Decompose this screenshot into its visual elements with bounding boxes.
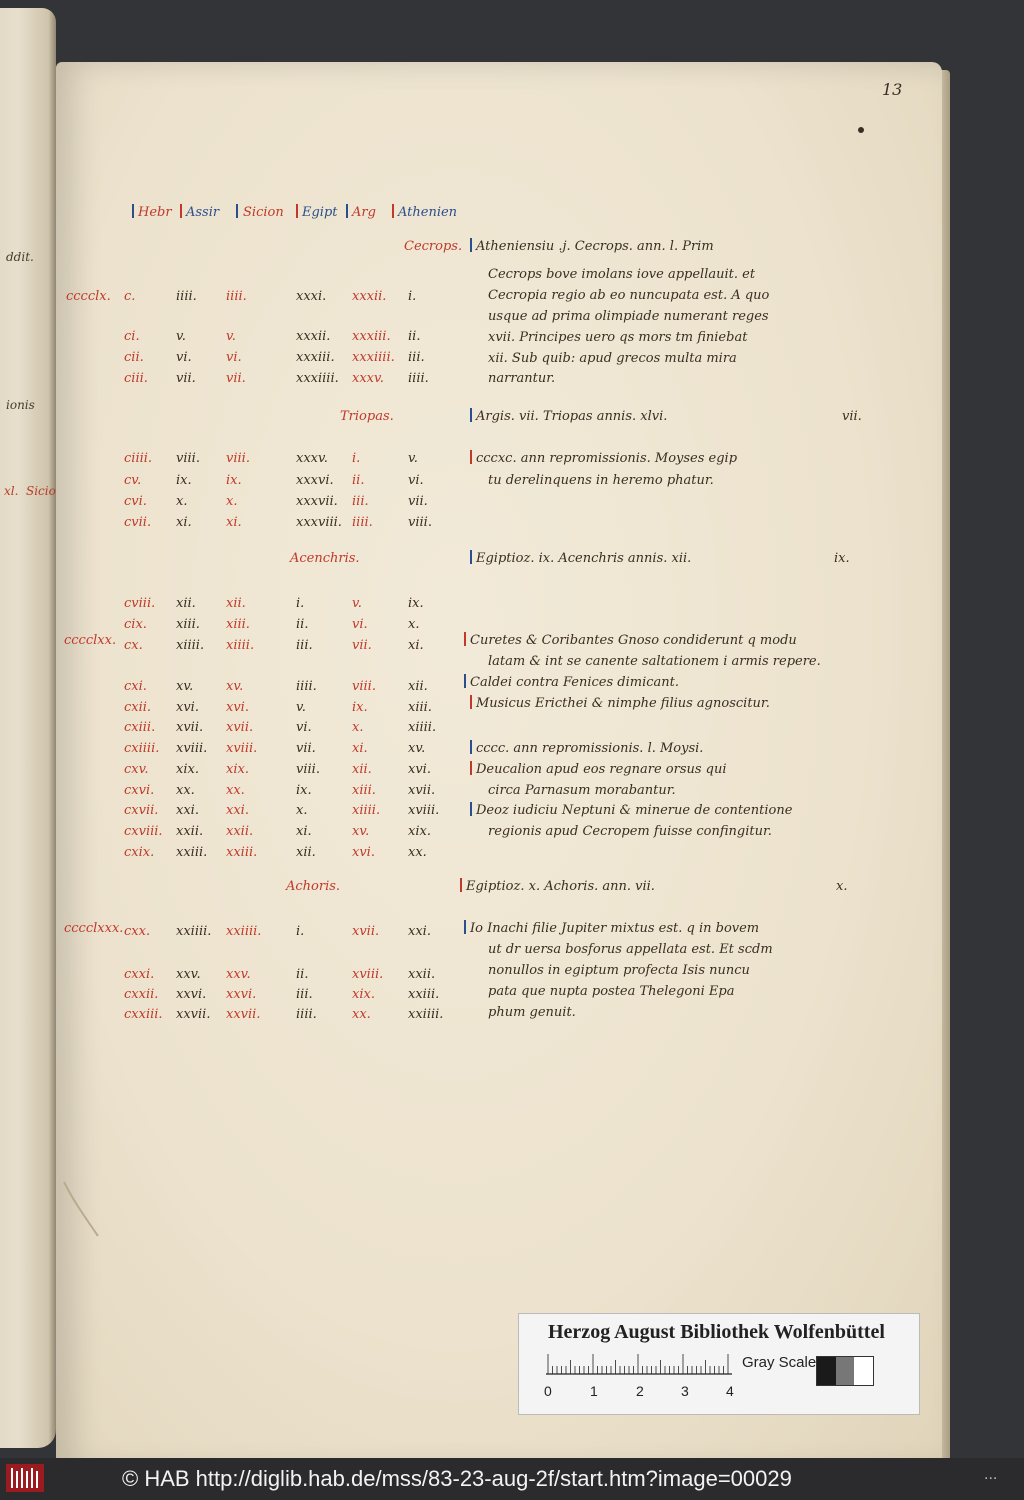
note-line: narrantur.: [488, 371, 556, 386]
table-cell: x.: [176, 494, 188, 509]
table-cell: vii.: [226, 371, 246, 386]
table-cell: i.: [296, 596, 305, 611]
note-line: Cecropia regio ab eo nuncupata est. A quo: [488, 288, 770, 303]
table-cell: iiii.: [176, 289, 197, 304]
rubric-mark: [470, 761, 472, 775]
table-cell: xxxv.: [352, 371, 384, 386]
table-cell: xxv.: [226, 967, 251, 982]
note-line: Egiptioz. ix. Acenchris annis. xii.: [476, 551, 692, 566]
table-cell: xvi.: [176, 700, 199, 715]
note-line: usque ad prima olimpiade numerant reges: [488, 309, 769, 324]
table-cell: xxxvi.: [296, 473, 334, 488]
scale-number: 0: [544, 1383, 552, 1399]
table-cell: xii.: [226, 596, 246, 611]
hab-logo-icon: [6, 1464, 44, 1492]
table-cell: ix.: [352, 700, 368, 715]
left-page-edge: [0, 8, 56, 1448]
column-marker: [296, 204, 298, 218]
table-cell: i.: [296, 924, 305, 939]
table-cell: ciiii.: [124, 451, 153, 466]
table-cell: xxxii.: [352, 289, 387, 304]
note-line: nonullos in egiptum profecta Isis nuncu: [488, 963, 750, 978]
table-cell: xx.: [408, 845, 427, 860]
table-cell: cxxi.: [124, 967, 155, 982]
column-header: Athenien: [398, 205, 458, 220]
right-margin-numeral: vii.: [842, 409, 862, 424]
table-cell: xxiii.: [408, 987, 440, 1002]
gray-scale-swatch: [816, 1356, 874, 1386]
table-cell: vii.: [352, 638, 372, 653]
table-cell: xxxvii.: [296, 494, 338, 509]
table-cell: ciii.: [124, 371, 148, 386]
table-cell: cxx.: [124, 924, 151, 939]
table-cell: ix.: [408, 596, 424, 611]
table-cell: xix.: [408, 824, 431, 839]
note-line: Egiptioz. x. Achoris. ann. vii.: [466, 879, 655, 894]
column-header: Hebr: [138, 205, 172, 220]
table-cell: cxii.: [124, 700, 152, 715]
column-marker: [236, 204, 238, 218]
table-cell: viii.: [226, 451, 250, 466]
table-cell: ci.: [124, 329, 140, 344]
table-cell: xxxiiii.: [352, 350, 395, 365]
table-cell: xiiii.: [352, 803, 381, 818]
scale-number: 3: [681, 1383, 689, 1399]
scale-number: 1: [590, 1383, 598, 1399]
note-line: Deucalion apud eos regnare orsus qui: [476, 762, 727, 777]
table-cell: ii.: [408, 329, 421, 344]
left-margin-text: ddit.: [6, 250, 34, 264]
rubric-mark: [470, 450, 472, 464]
table-cell: xxvii.: [176, 1007, 211, 1022]
note-line: pata que nupta postea Thelegoni Epa: [488, 984, 735, 999]
note-line: Musicus Ericthei & nimphe filius agnoscitur.: [476, 696, 770, 711]
table-cell: iiii.: [352, 515, 373, 530]
table-cell: cxvi.: [124, 783, 155, 798]
note-line: ut dr uersa bosforus appellata est. Et scdm: [488, 942, 773, 957]
table-cell: cxi.: [124, 679, 147, 694]
table-cell: cviii.: [124, 596, 156, 611]
table-cell: xi.: [352, 741, 368, 756]
rubric-mark: [470, 740, 472, 754]
table-cell: v.: [408, 451, 418, 466]
table-cell: v.: [296, 700, 306, 715]
table-cell: v.: [226, 329, 236, 344]
table-cell: ix.: [176, 473, 192, 488]
right-margin-numeral: ix.: [834, 551, 850, 566]
scale-number: 4: [726, 1383, 734, 1399]
table-cell: cxiii.: [124, 720, 156, 735]
table-cell: vi.: [176, 350, 192, 365]
rubric-mark: [470, 550, 472, 564]
table-cell: xxii.: [176, 824, 204, 839]
table-cell: xviii.: [176, 741, 208, 756]
table-cell: iiii.: [296, 1007, 317, 1022]
note-line: xii. Sub quib: apud grecos multa mira: [488, 351, 737, 366]
more-options-icon[interactable]: ...: [984, 1466, 998, 1483]
table-cell: xii.: [408, 679, 428, 694]
note-line: Deoz iudiciu Neptuni & minerue de contentione: [476, 803, 793, 818]
table-cell: xxvi.: [176, 987, 207, 1002]
note-line: Atheniensiu .j. Cecrops. ann. l. Prim: [476, 239, 714, 254]
table-cell: viii.: [176, 451, 200, 466]
table-cell: x.: [296, 803, 308, 818]
table-cell: x.: [352, 720, 364, 735]
table-cell: cix.: [124, 617, 147, 632]
table-cell: xvi.: [352, 845, 375, 860]
table-cell: xv.: [226, 679, 244, 694]
table-cell: xviii.: [226, 741, 258, 756]
table-cell: xv.: [408, 741, 426, 756]
ink-dot: [858, 127, 864, 133]
table-cell: cxxii.: [124, 987, 159, 1002]
king-heading: Achoris.: [286, 879, 341, 894]
library-name: Herzog August Bibliothek Wolfenbüttel: [548, 1321, 885, 1343]
table-cell: cxviii.: [124, 824, 163, 839]
column-marker: [180, 204, 182, 218]
table-cell: viii.: [408, 515, 432, 530]
table-cell: xxiii.: [226, 845, 258, 860]
table-cell: iii.: [408, 350, 425, 365]
table-cell: xix.: [176, 762, 199, 777]
table-cell: xii.: [176, 596, 196, 611]
table-cell: xvii.: [176, 720, 204, 735]
table-cell: vi.: [352, 617, 368, 632]
table-cell: vii.: [296, 741, 316, 756]
table-cell: cx.: [124, 638, 143, 653]
note-line: cccc. ann repromissionis. l. Moysi.: [476, 741, 704, 756]
table-cell: vii.: [408, 494, 428, 509]
rubric-mark: [470, 695, 472, 709]
table-cell: xv.: [352, 824, 370, 839]
table-cell: xvii.: [352, 924, 380, 939]
note-line: Curetes & Coribantes Gnoso condiderunt q modu: [470, 633, 797, 648]
left-margin-text: ionis: [6, 398, 35, 412]
rubric-mark: [464, 632, 466, 646]
rubric-mark: [470, 802, 472, 816]
table-cell: v.: [352, 596, 362, 611]
table-cell: cxxiii.: [124, 1007, 163, 1022]
table-cell: xxxiii.: [352, 329, 391, 344]
table-cell: iii.: [352, 494, 369, 509]
table-cell: xi.: [226, 515, 242, 530]
table-cell: ii.: [352, 473, 365, 488]
table-cell: xxi.: [408, 924, 431, 939]
table-cell: xxiiii.: [226, 924, 262, 939]
king-heading: Acenchris.: [290, 551, 360, 566]
table-cell: xx.: [352, 1007, 371, 1022]
table-cell: cxv.: [124, 762, 149, 777]
olympiad-marker: cccclx.: [66, 289, 111, 304]
table-cell: cxix.: [124, 845, 155, 860]
table-cell: c.: [124, 289, 136, 304]
table-cell: xii.: [296, 845, 316, 860]
column-header: Egipt: [302, 205, 338, 220]
table-cell: ix.: [296, 783, 312, 798]
table-cell: xiiii.: [226, 638, 255, 653]
olympiad-marker: cccclxxx.: [64, 921, 124, 936]
table-cell: cvi.: [124, 494, 147, 509]
note-line: regionis apud Cecropem fuisse confingitur.: [488, 824, 772, 839]
king-heading: Triopas.: [340, 409, 394, 424]
note-line: tu derelinquens in heremo phatur.: [488, 473, 714, 488]
table-cell: xxxi.: [296, 289, 327, 304]
rubric-mark: [464, 674, 466, 688]
scale-ruler: [546, 1352, 736, 1376]
note-line: Cecrops bove imolans iove appellauit. et: [488, 267, 756, 282]
rubric-mark: [470, 238, 472, 252]
table-cell: viii.: [296, 762, 320, 777]
table-cell: xvii.: [226, 720, 254, 735]
table-cell: xi.: [408, 638, 424, 653]
table-cell: xi.: [176, 515, 192, 530]
table-cell: vii.: [176, 371, 196, 386]
note-line: Io Inachi filie Jupiter mixtus est. q in bovem: [470, 921, 760, 936]
table-cell: xiii.: [226, 617, 250, 632]
table-cell: xix.: [352, 987, 375, 1002]
note-line: latam & int se canente saltationem i armis repere.: [488, 654, 821, 669]
table-cell: xiiii.: [176, 638, 205, 653]
table-cell: xxiiii.: [408, 1007, 444, 1022]
table-cell: xix.: [226, 762, 249, 777]
olympiad-marker: cccclxx.: [64, 633, 117, 648]
table-cell: xxii.: [408, 967, 436, 982]
table-cell: vi.: [226, 350, 242, 365]
copyright-url[interactable]: © HAB http://diglib.hab.de/mss/83-23-aug-2f/start.htm?image=00029: [122, 1466, 792, 1491]
table-cell: xxxii.: [296, 329, 331, 344]
king-heading: Cecrops.: [404, 239, 463, 254]
binding-thread: [62, 1180, 102, 1240]
table-cell: xiii.: [408, 700, 432, 715]
left-margin-text: Sicio: [26, 484, 56, 498]
table-cell: viii.: [352, 679, 376, 694]
column-header: Assir: [186, 205, 220, 220]
table-cell: xv.: [176, 679, 194, 694]
column-marker: [132, 204, 134, 218]
table-cell: cvii.: [124, 515, 152, 530]
table-cell: xxi.: [176, 803, 199, 818]
table-cell: v.: [176, 329, 186, 344]
table-cell: xvi.: [408, 762, 431, 777]
table-cell: cv.: [124, 473, 142, 488]
table-cell: xii.: [352, 762, 372, 777]
rubric-mark: [464, 920, 466, 934]
table-cell: cxvii.: [124, 803, 159, 818]
table-cell: xxvii.: [226, 1007, 261, 1022]
table-cell: x.: [226, 494, 238, 509]
gray-scale-label: Gray Scale: [742, 1354, 817, 1371]
table-cell: xxv.: [176, 967, 201, 982]
table-cell: xi.: [296, 824, 312, 839]
column-marker: [346, 204, 348, 218]
table-cell: vi.: [296, 720, 312, 735]
right-margin-numeral: x.: [836, 879, 848, 894]
table-cell: xiii.: [352, 783, 376, 798]
table-cell: iiii.: [408, 371, 429, 386]
table-cell: ii.: [296, 617, 309, 632]
table-cell: iii.: [296, 638, 313, 653]
table-cell: cxiiii.: [124, 741, 160, 756]
table-cell: xxxv.: [296, 451, 328, 466]
table-cell: xiii.: [176, 617, 200, 632]
table-cell: cii.: [124, 350, 144, 365]
scale-number: 2: [636, 1383, 644, 1399]
table-cell: xxvi.: [226, 987, 257, 1002]
table-cell: iii.: [296, 987, 313, 1002]
table-cell: xxiiii.: [176, 924, 212, 939]
table-cell: x.: [408, 617, 420, 632]
table-cell: xvi.: [226, 700, 249, 715]
rubric-mark: [460, 878, 462, 892]
column-header: Arg: [352, 205, 376, 220]
table-cell: xx.: [176, 783, 195, 798]
column-header: Sicion: [243, 205, 284, 220]
table-cell: ix.: [226, 473, 242, 488]
table-cell: xxii.: [226, 824, 254, 839]
note-line: circa Parnasum morabantur.: [488, 783, 676, 798]
table-cell: i.: [352, 451, 361, 466]
rubric-mark: [470, 408, 472, 422]
table-cell: vi.: [408, 473, 424, 488]
table-cell: xvii.: [408, 783, 436, 798]
table-cell: ii.: [296, 967, 309, 982]
table-cell: iiii.: [226, 289, 247, 304]
note-line: Argis. vii. Triopas annis. xlvi.: [476, 409, 668, 424]
note-line: cccxc. ann repromissionis. Moyses egip: [476, 451, 738, 466]
table-cell: i.: [408, 289, 417, 304]
note-line: Caldei contra Fenices dimicant.: [470, 675, 679, 690]
table-cell: xx.: [226, 783, 245, 798]
table-cell: xxxviii.: [296, 515, 342, 530]
table-cell: xviii.: [408, 803, 440, 818]
left-margin-text: xl.: [4, 484, 19, 498]
table-cell: xviii.: [352, 967, 384, 982]
table-cell: xxxiii.: [296, 350, 335, 365]
table-cell: xxi.: [226, 803, 249, 818]
table-cell: iiii.: [296, 679, 317, 694]
column-marker: [392, 204, 394, 218]
table-cell: xxiii.: [176, 845, 208, 860]
table-cell: xiiii.: [408, 720, 437, 735]
note-line: phum genuit.: [488, 1005, 576, 1020]
folio-number: 13: [882, 80, 903, 99]
table-cell: xxxiiii.: [296, 371, 339, 386]
note-line: xvii. Principes uero qs mors tm finiebat: [488, 330, 748, 345]
